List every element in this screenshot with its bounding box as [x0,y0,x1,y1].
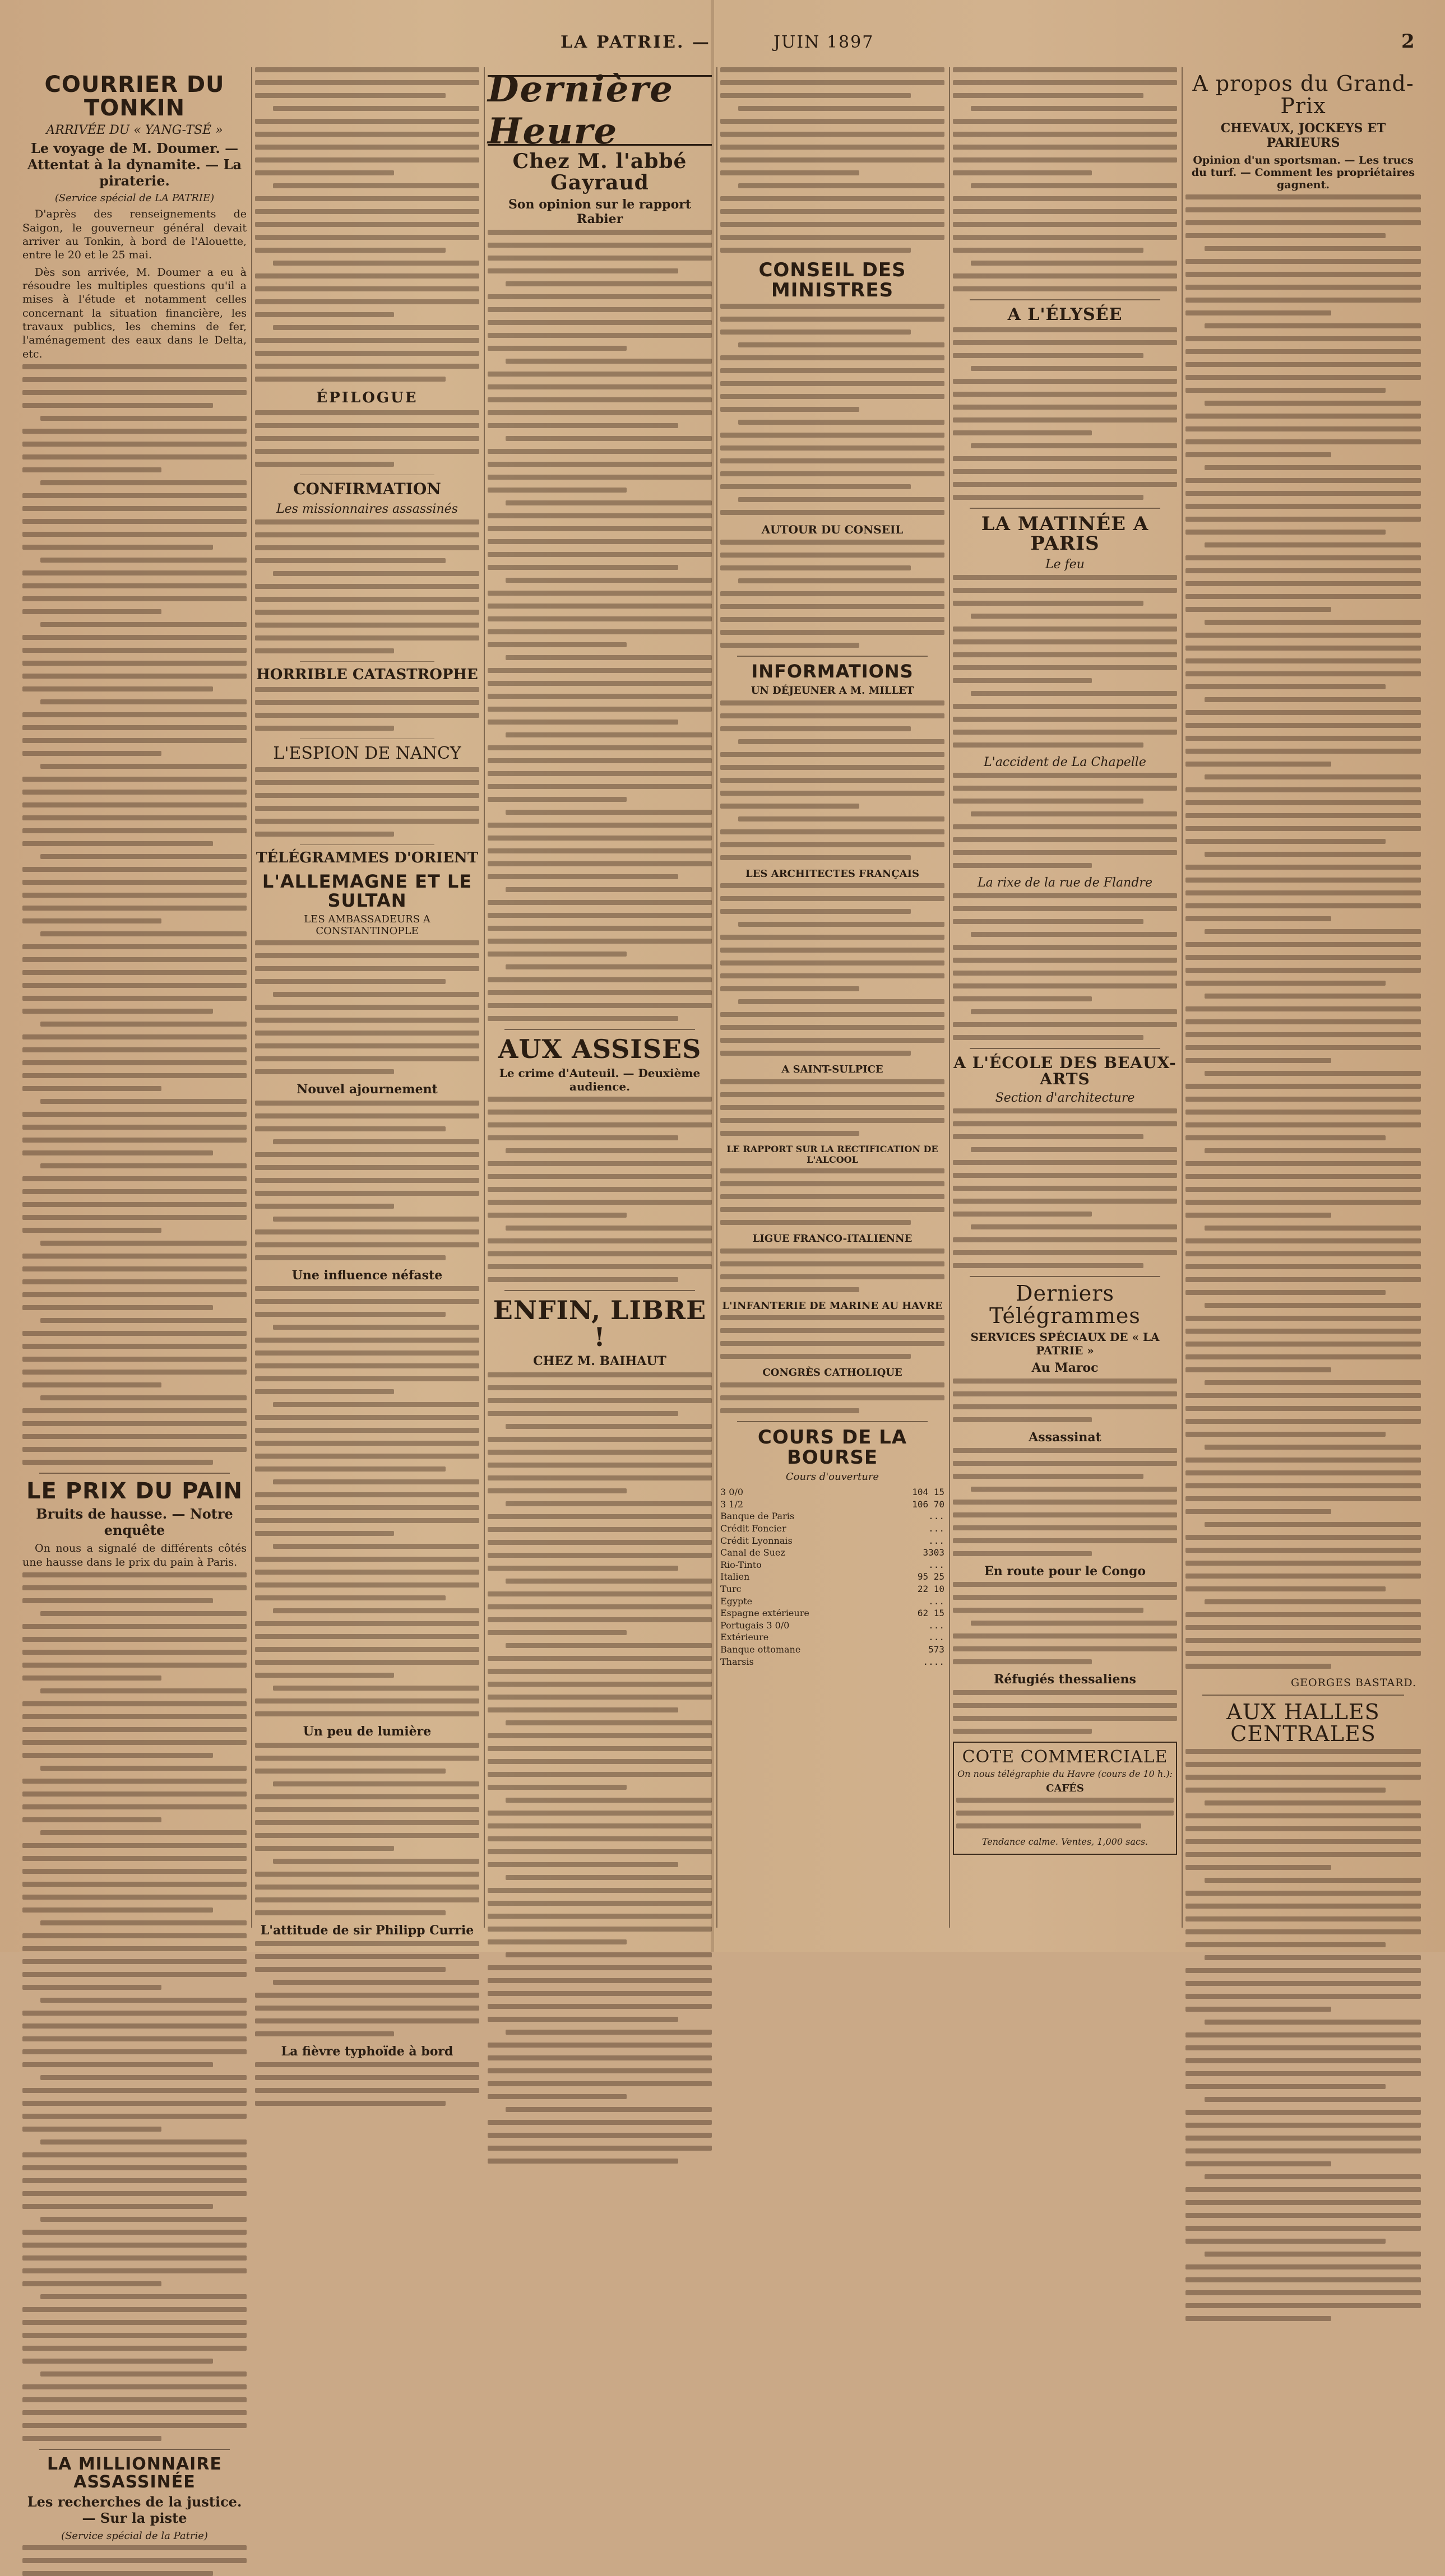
bourse-label: Italien [720,1571,750,1582]
bourse-row [720,1571,944,1583]
article-title: LE PRIX DU PAIN [26,1478,243,1504]
bourse-row [720,1595,944,1608]
column-2 [255,67,479,2059]
section-kicker: Le feu [1045,557,1085,572]
section-divider [970,1276,1160,1277]
bourse-row [720,1523,944,1535]
article-kicker: Opinion d'un sportsman. — Les trucs du turf. — Comment les propriétaires gagnent. [1191,154,1415,191]
column-3 [488,67,712,1928]
text-block [1185,1749,1421,2321]
text-block [255,687,479,731]
section-divider [970,299,1160,300]
section-divider [970,1048,1160,1049]
bourse-row [720,1619,944,1632]
section-kicker: Assassinat [1029,1430,1101,1445]
article-subtitle: Bruits de hausse. — Notre enquête [36,1505,233,1538]
article-title: INFORMATIONS [751,661,914,683]
bourse-row [720,1559,944,1571]
text-block [720,1315,944,1359]
text-block [953,773,1177,868]
masthead-title: LA PATRIE. — [561,33,711,52]
bourse-row [720,1656,944,1668]
article-subtitle: Le voyage de M. Doumer. — Attentat à la dynamite. — La piraterie. [27,140,242,189]
section-title: Une influence néfaste [291,1268,443,1283]
column-rule [949,67,950,1928]
section-title: La fièvre typhoïde à bord [281,2044,453,2059]
bourse-label: Turc [720,1584,742,1595]
bourse-row [720,1631,944,1644]
text-block [720,700,944,860]
section-title: A SAINT-SULPICE [781,1064,883,1076]
article-title: COURRIER DU TONKIN [44,72,225,121]
bourse-value: 95 25 [917,1571,944,1582]
article-title: Chez M. l'abbé Gayraud [512,150,687,194]
text-block [488,1097,712,1282]
text-block [255,1101,479,1260]
bourse-value: ... [928,1632,944,1643]
section-kicker: L'accident de La Chapelle [984,755,1146,769]
section-divider [504,1290,695,1291]
text-block [953,1108,1177,1268]
article-title: AUX ASSISES [498,1034,702,1065]
bourse-row [720,1510,944,1523]
article-paragraph: Dès son arrivée, M. Doumer a eu à résoudre les multiples questions qu'il a mises à l'étude et notamment celles concernant la situation financière, les travaux publics, les chemins de fer, l'aménagement des eaux dans le Delta, etc. [22,266,247,360]
bourse-value: ... [928,1619,944,1631]
bourse-subtitle: Cours d'ouverture [785,1471,879,1483]
article-title: Derniers Télégrammes [989,1280,1141,1328]
text-block [255,1286,479,1716]
text-block [255,940,479,1074]
article-signature: GEORGES BASTARD. [1291,1676,1416,1689]
article-title: A L'ÉCOLE DES BEAUX-ARTS [953,1053,1177,1089]
text-block [255,1941,479,2036]
bourse-label: 3 1/2 [720,1498,744,1510]
section-title: ÉPILOGUE [316,389,418,406]
column-rule [251,67,252,1928]
text-block [488,230,712,1021]
bourse-value: ... [928,1595,944,1607]
article-title: CONSEIL DES MINISTRES [758,259,906,301]
text-block [255,1743,479,1915]
bourse-label: Crédit Foncier [720,1523,786,1534]
article-source: (Service spécial de LA PATRIE) [54,192,215,205]
bourse-value: 62 15 [917,1608,944,1619]
bourse-value: .... [923,1656,944,1667]
article-kicker: LES AMBASSADEURS A CONSTANTINOPLE [304,913,430,937]
article-source: (Service spécial de la Patrie) [61,2529,208,2542]
article-title: L'ALLEMAGNE ET LE SULTAN [262,871,473,911]
section-kicker: La rixe de la rue de Flandre [978,875,1152,890]
text-block [720,304,944,515]
masthead-date: JUIN 1897 [774,33,874,52]
bourse-value: ... [928,1559,944,1570]
section-divider [1202,1695,1404,1696]
section-title: HORRIBLE CATASTROPHE [256,666,478,683]
article-subtitle: CHEVAUX, JOCKEYS ET PARIEURS [1220,120,1386,151]
text-block [720,1248,944,1292]
section-kicker: En route pour le Congo [984,1564,1146,1579]
bourse-row [720,1607,944,1619]
section-kicker: Réfugiés thessaliens [994,1672,1136,1687]
section-title: UN DÉJEUNER A M. MILLET [751,684,914,697]
section-title: TÉLÉGRAMMES D'ORIENT [256,849,479,866]
text-block [720,540,944,648]
text-block [488,1372,712,2164]
text-block [255,767,479,837]
section-title: L'INFANTERIE DE MARINE AU HAVRE [722,1299,943,1312]
bourse-value: ... [928,1535,944,1546]
bourse-label: 3 0/0 [720,1487,744,1498]
section-divider [970,508,1160,509]
article-kicker: ARRIVÉE DU « YANG-TSÉ » [46,123,223,137]
text-block [1185,194,1421,1669]
column-rule [1182,67,1183,1928]
section-divider [737,1421,928,1422]
section-title: L'attitude de sir Philipp Currie [260,1923,474,1938]
bourse-label: Canal de Suez [720,1547,785,1558]
bourse-value: 106 70 [912,1498,944,1510]
article-lead: D'après des renseignements de Saigon, le gouverneur général devait arriver au Tonkin, à bord de l'Alouette, entre le 20 et le 25 mai. [22,208,247,262]
section-kicker: Les missionnaires assassinés [276,502,458,516]
bourse-row [720,1498,944,1511]
bourse-label: Portugais 3 0/0 [720,1619,790,1631]
bourse-value: 104 15 [912,1487,944,1498]
bourse-value: 573 [928,1644,944,1655]
article-subtitle: CHEZ M. BAIHAUT [533,1354,666,1369]
text-block [953,893,1177,1040]
section-title: CONGRÈS CATHOLIQUE [762,1367,902,1379]
cote-section: CAFÉS [1046,1782,1084,1794]
text-block [22,1572,247,2441]
section-title: LE RAPPORT SUR LA RECTIFICATION DE L'ALCOOL [726,1143,938,1165]
text-block [953,1448,1177,1556]
bourse-row [720,1486,944,1498]
text-block [720,67,944,253]
article-subtitle: Les recherches de la justice. — Sur la piste [27,2494,242,2526]
section-title: CONFIRMATION [293,480,441,499]
bourse-row [720,1583,944,1595]
page-number: 2 [1401,30,1415,53]
text-block [720,883,944,1056]
text-block [956,1798,1174,1828]
article-title: ENFIN, LIBRE ! [493,1294,707,1352]
section-title: LES ARCHITECTES FRANÇAIS [745,867,919,880]
text-block [953,1378,1177,1422]
article-title: A L'ÉLYSÉE [1007,305,1123,324]
bourse-value: ... [928,1523,944,1534]
banner-title: Dernière Heure [488,68,674,152]
section-divider [39,1473,230,1474]
text-block [22,364,247,1465]
section-divider [737,656,928,657]
article-lead: On nous a signalé de différents côtés une hausse dans le prix du pain à Paris. [22,1542,247,1568]
article-title: AUX HALLES CENTRALES [1226,1699,1380,1747]
bourse-value: 3303 [923,1547,944,1558]
bourse-label: Crédit Lyonnais [720,1535,793,1546]
bourse-label: Espagne extérieure [720,1608,809,1619]
bourse-label: Rio-Tinto [720,1559,762,1570]
bourse-label: Egypte [720,1595,753,1607]
text-block [255,67,479,382]
cote-tendance: Tendance calme. Ventes, 1,000 sacs. [981,1836,1148,1847]
bourse-label: Tharsis [720,1656,754,1667]
text-block [22,2545,247,2576]
text-block [953,575,1177,748]
column-6 [1185,67,1421,1928]
text-block [255,519,479,653]
section-divider [504,1029,695,1030]
text-block [953,1690,1177,1734]
text-block [720,1382,944,1413]
bourse-label: Banque ottomane [720,1644,801,1655]
text-block [255,410,479,467]
text-block [953,327,1177,500]
bourse-value: ... [928,1511,944,1522]
cote-subtitle: On nous télégraphie du Havre (cours de 10 h.): [957,1768,1173,1779]
bourse-row [720,1535,944,1547]
text-block [953,1582,1177,1664]
section-title: Nouvel ajournement [297,1082,438,1097]
article-title: A propos du Grand-Prix [1192,71,1414,118]
article-subtitle: SERVICES SPÉCIAUX DE « LA PATRIE » [970,1330,1160,1358]
text-block [720,1168,944,1225]
column-rule [716,67,717,1928]
article-subtitle: Le crime d'Auteuil. — Deuxième audience. [499,1066,701,1093]
section-kicker: Section d'architecture [995,1090,1135,1105]
section-title: L'ESPION DE NANCY [273,743,461,763]
column-5 [953,67,1177,1928]
bourse-row [720,1644,944,1656]
column-4 [720,67,944,1928]
bourse-table [720,1486,944,1668]
bourse-title: COURS DE LA BOURSE [757,1426,907,1469]
article-subtitle: Son opinion sur le rapport Rabier [508,197,691,226]
masthead [0,22,1445,62]
bourse-value: 22 10 [917,1584,944,1595]
section-divider [39,2449,230,2450]
section-divider [300,844,434,845]
section-kicker: Au Maroc [1031,1361,1099,1376]
text-block [255,2062,479,2106]
cote-commerciale-box [953,1742,1177,1855]
section-divider [300,661,434,662]
column-1 [22,67,247,2542]
section-title: Un peu de lumière [303,1724,432,1739]
section-title: AUTOUR DU CONSEIL [761,523,904,537]
text-block [720,1079,944,1136]
cote-title: COTE COMMERCIALE [962,1747,1168,1767]
derniere-heure-banner [488,68,712,152]
article-title: LA MILLIONNAIRE ASSASSINÉE [47,2454,222,2492]
section-title: LIGUE FRANCO-ITALIENNE [752,1233,913,1245]
bourse-label: Extérieure [720,1632,769,1643]
bourse-row [720,1547,944,1559]
column-rule [484,67,485,1928]
bourse-label: Banque de Paris [720,1511,795,1522]
article-title: LA MATINÉE A PARIS [981,512,1149,555]
text-block [953,67,1177,291]
